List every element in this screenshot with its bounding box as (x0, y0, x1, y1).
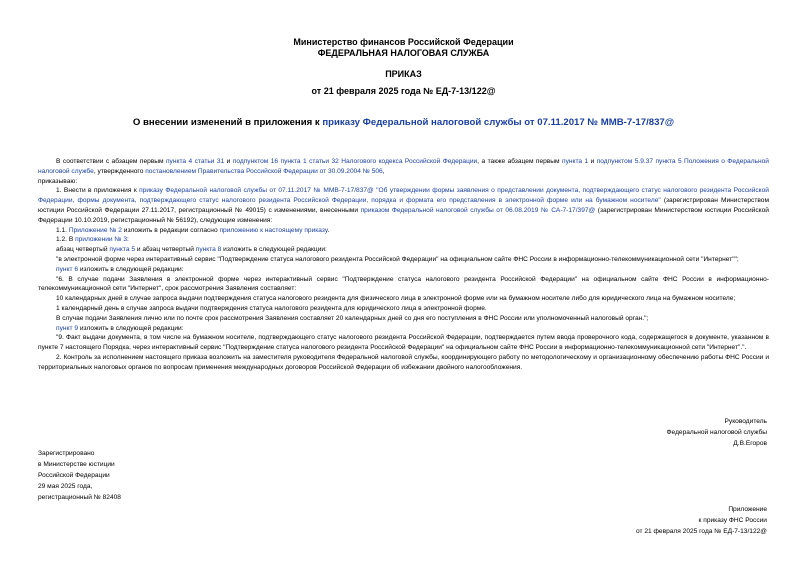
text: изложить в следующей редакции: (78, 265, 184, 273)
text: , (382, 167, 385, 175)
appendix-ref: к приказу ФНС России (698, 517, 767, 524)
paragraph-10-days: 10 календарных дней в случае запроса выдачи подтверждения статуса налогового резидента для физического лица в электронной форме или на бумажном носителе либо для юридического лица на бумажном носителе; (56, 295, 736, 303)
paragraph-point-6: "6. В случае подачи Заявления в электронной форме через интерактивный сервис "Подтверждение статуса налогового резидента Российской Федерации" на официальном сайте ФНС России в информационно-телекоммуникационной сети "Интернет", срок рассмотрения Заявления составляет: (38, 275, 769, 293)
link-appendix-3[interactable]: приложении № 3 (75, 236, 127, 244)
paragraph-basis (38, 157, 769, 177)
text: абзац четвертый (56, 246, 110, 254)
paragraph-1-day: 1 календарный день в случае запроса выдачи подтверждения статуса налогового резидента для юридического лица в электронной форме. (56, 304, 487, 312)
text: и (224, 158, 233, 165)
text: . (327, 226, 330, 234)
paragraph-item-1 (38, 186, 769, 225)
link-tax-code-art32[interactable]: подпунктом 16 пункта 1 статьи 32 Налогового кодекса Российской Федерации (232, 158, 478, 165)
doc-date-number: от 21 февраля 2025 года № ЕД-7-13/122@ (311, 86, 496, 96)
subject-order-link[interactable]: приказу Федеральной налоговой службы от 07.11.2017 № ММВ-7-17/837@ (322, 117, 675, 128)
appendix-date-number: от 21 февраля 2025 года № ЕД-7-13/122@ (635, 528, 767, 535)
paragraph-item-2: 2. Контроль за исполнением настоящего приказа возложить на заместителя руководителя Федеральной налоговой службы, координирующего работу по методологическому и организационному обеспечению работы ФНС России и территориальных налоговых органов по вопросам применения международных договоров Российской Федерации об избежании двойного налогообложения. (38, 353, 769, 371)
text: 1. Внести в приложения к (56, 187, 140, 195)
registration-line: Зарегистрировано (38, 450, 95, 457)
text: изложить в редакции согласно (121, 226, 220, 234)
link-government-decree[interactable]: постановлением Правительства Российской Федерации от 30.09.2004 № 506 (145, 167, 383, 175)
registration-number: регистрационный № 82408 (38, 494, 121, 501)
registration-date: 29 мая 2025 года, (38, 483, 93, 490)
ministry-name: Министерство финансов Российской Федерации (293, 37, 514, 47)
text: и абзац четвертый (135, 246, 196, 254)
text: и (588, 158, 597, 165)
link-point-8[interactable]: пункта 8 (195, 246, 222, 254)
document-header (0, 37, 807, 59)
paragraph-20-days: В случае подачи Заявления лично или по почте срок рассмотрения Заявления составляет 20 календарных дней со дня его поступления в ФНС России или уполномоченный налоговый орган."; (56, 314, 649, 322)
link-appendix-2[interactable]: Приложение № 2 (68, 226, 122, 234)
paragraph-item-1-1 (38, 226, 769, 236)
text: 1.1. (56, 226, 69, 234)
link-point-1[interactable]: пункта 1 (562, 158, 589, 165)
appendix-title: Приложение (728, 506, 767, 513)
paragraph-electronic-form: "в электронной форме через интерактивный сервис "Подтверждение статуса налогового резидента Российской Федерации" на официальном сайте ФНС России в информационно-телекоммуникационной сети "Интернет""; (56, 255, 739, 263)
appendix-header (636, 504, 767, 537)
paragraph-point-9: "9. Факт выдачи документа, в том числе на бумажном носителе, подтверждающего статус налогового резидента Российской Федерации, подтверждается путем ввода проверочного кода, содержащегося в документе, указанном в пункте 7 настоящего Порядка, через интерактивный сервис "Подтверждение статуса налогового резидента Российской Федерации" на официальном сайте ФНС России в информационно-телекоммуникационной сети "Интернет".". (38, 334, 769, 352)
paragraph-item-1-2 (38, 235, 769, 245)
signature-block (667, 416, 767, 449)
text: (зарегистрирован Министерством юстиции Российской Федерации 27.11.2017, регистрационный № 49015) с изменениями, внесенными (38, 197, 769, 214)
link-fns-regulation[interactable]: подпунктом 5.9.37 пункта 5 Положения о Федеральной налоговой службе (38, 158, 769, 175)
service-name: ФЕДЕРАЛЬНАЯ НАЛОГОВАЯ СЛУЖБА (317, 48, 490, 58)
paragraph-order: приказываю: (38, 177, 78, 185)
text: , утвержденного (93, 167, 146, 175)
paragraph-abzac-4 (38, 245, 769, 255)
text: изложить в следующей редакции: (78, 324, 184, 332)
subject-prefix: О внесении изменений в приложения к (132, 117, 323, 128)
document-body (38, 157, 769, 373)
signature-name: Д.В.Егоров (733, 440, 767, 447)
signature-title: Руководитель (724, 418, 767, 425)
text: , а также абзацем первым (477, 158, 563, 165)
signature-org: Федеральной налоговой службы (666, 429, 767, 436)
text: В соответствии с абзацем первым (56, 158, 166, 165)
link-point-9[interactable]: пункт 9 (56, 324, 78, 332)
text: 1.2. В (56, 236, 76, 244)
text: (зарегистрирован Министерством юстиции Российской Федерации 10.10.2019, регистрационный № 56192), следующие изменения: (38, 206, 769, 224)
paragraph-point-6-intro (38, 265, 769, 275)
registration-line: в Министерстве юстиции (38, 461, 115, 468)
registration-block (38, 448, 121, 503)
link-order-397[interactable]: приказом Федеральной налоговой службы от 06.08.2019 № СА-7-17/397@ (360, 206, 596, 214)
link-point-5[interactable]: пункта 5 (109, 246, 135, 254)
doc-type: ПРИКАЗ (385, 69, 422, 79)
link-tax-code-art31[interactable]: пункта 4 статьи 31 (165, 158, 225, 165)
text: изложить в следующей редакции: (221, 246, 327, 254)
registration-line: Российской Федерации (38, 472, 110, 479)
link-point-6[interactable]: пункт 6 (56, 265, 78, 273)
link-appendix-order[interactable]: приложению к настоящему приказу (219, 226, 328, 234)
doc-subject (0, 117, 807, 128)
paragraph-point-9-intro (38, 324, 769, 334)
text: : (127, 236, 129, 244)
link-order-837[interactable]: приказу Федеральной налоговой службы от 07.11.2017 № ММВ-7-17/837@ "Об утверждении формы заявления о представлении документа, подтверждающего статус налогового резидента Российской Федерации, формы документа, подтверждающего статус налогового резидента Российской Федерации, порядка и формата его представления в электронной форме или на бумажном носителе" (38, 187, 769, 205)
